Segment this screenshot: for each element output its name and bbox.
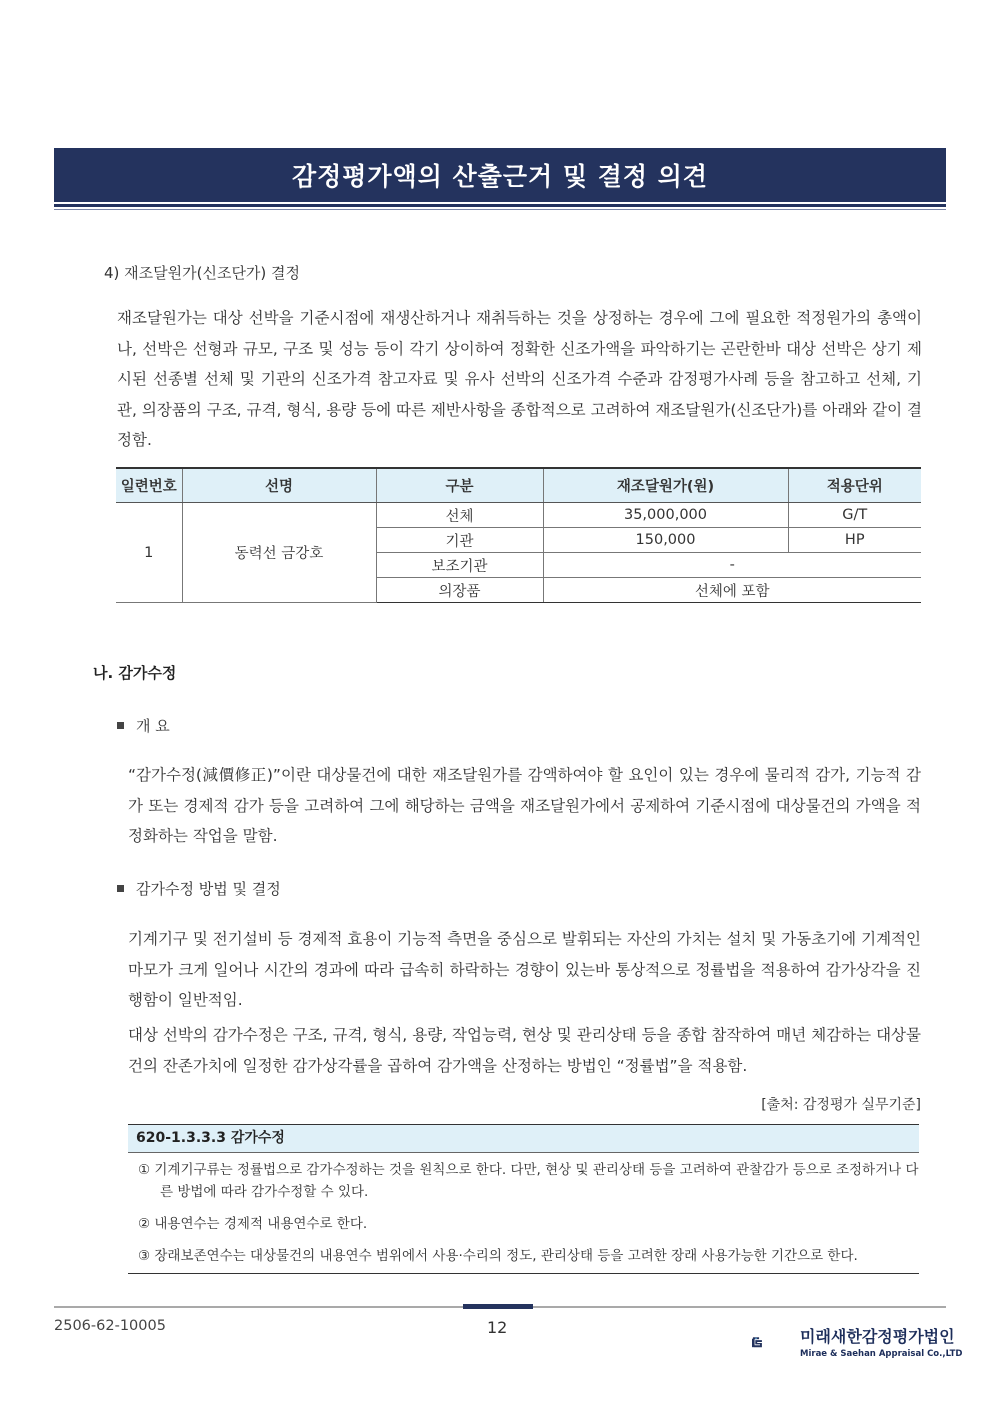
overview-bullet xyxy=(117,715,170,736)
page-title: 감정평가액의 산출근거 및 결정 의견 xyxy=(54,148,946,202)
source-citation: [출처: 감정평가 실무기준] xyxy=(761,1097,921,1113)
cell-unit: G/T xyxy=(788,503,921,528)
company-logo-icon xyxy=(752,1320,798,1364)
table-row xyxy=(116,503,921,528)
cell-category: 선체 xyxy=(376,503,543,528)
replacement-cost-table xyxy=(116,467,921,603)
method-paragraph-2: 대상 선박의 감가수정은 구조, 규격, 형식, 용량, 작업능력, 현상 및 관리상태 등을 종합 참작하여 매년 체감하는 대상물건의 잔존가치에 일정한 감가상각률을 곱하여 감가액을 산정하는 방법인 “정률법”을 적용함. xyxy=(128,1026,921,1075)
title-rule xyxy=(54,204,946,207)
cell-cost: 35,000,000 xyxy=(543,503,788,528)
overview-paragraph: “감가수정(減價修正)”이란 대상물건에 대한 재조달원가를 감액하여야 할 요인이 있는 경우에 물리적 감가, 기능적 감가 또는 경제적 감가 등을 고려하여 그에 해당하는 금액을 재조달원가에서 공제하여 기준시점에 대상물건의 가액을 적정화하는 작업을 말함. xyxy=(128,766,921,845)
section-4-paragraph: 재조달원가는 대상 선박을 기준시점에 재생산하거나 재취득하는 것을 상정하는 경우에 그에 필요한 적정원가의 총액이나, 선박은 선형과 규모, 구조 및 성능 등이 각기 상이하여 정확한 신조가액을 파악하기는 곤란한바 대상 선박은 상기 제시된 선종별 선체 및 기관의 신조가격 참고자료 및 유사 선박의 신조가격 수준과 감정평가사례 등을 참고하고 선체, 기관, 의장품의 구조, 규격, 형식, 용량 등에 따른 제반사항을 종합적으로 고려하여 재조달원가(신조단가)를 아래와 같이 결정함. xyxy=(117,309,922,449)
reference-title: 620-1.3.3.3 감가수정 xyxy=(128,1124,919,1153)
cell-cost-merged: - xyxy=(543,553,921,578)
reference-box xyxy=(128,1124,919,1274)
reference-item: ② 내용연수는 경제적 내용연수로 한다. xyxy=(138,1216,368,1232)
cell-category: 보조기관 xyxy=(376,553,543,578)
reference-item: ③ 장래보존연수는 대상물건의 내용연수 범위에서 사용·수리의 정도, 관리상태 등을 고려한 장래 사용가능한 기간으로 한다. xyxy=(138,1248,858,1264)
table-header-row xyxy=(116,468,921,503)
overview-label: 개 요 xyxy=(136,717,170,735)
method-paragraph-1: 기계기구 및 전기설비 등 경제적 효용이 기능적 측면을 중심으로 발휘되는 자산의 가치는 설치 및 가동초기에 기계적인 마모가 크게 일어나 시간의 경과에 따라 급속히 하락하는 경향이 있는바 통상적으로 정률법을 적용하여 감가상각을 진행함이 일반적임. xyxy=(128,930,921,1009)
header-unit: 적용단위 xyxy=(788,468,921,503)
reference-item: ① 기계기구류는 정률법으로 감가수정하는 것을 원칙으로 한다. 다만, 현상 및 관리상태 등을 고려하여 관찰감가 등으로 조정하거나 다른 방법에 따라 감가수정할 수 있다. xyxy=(138,1162,919,1200)
cell-ship-name: 동력선 금강호 xyxy=(182,503,376,603)
square-bullet-icon xyxy=(117,722,124,729)
method-label: 감가수정 방법 및 결정 xyxy=(136,880,281,898)
cell-category: 의장품 xyxy=(376,578,543,603)
company-name-korean: 미래새한감정평가법인 xyxy=(800,1327,955,1346)
method-bullet xyxy=(117,878,281,899)
page-number: 12 xyxy=(487,1318,508,1337)
header-serial: 일련번호 xyxy=(116,468,182,503)
cell-serial: 1 xyxy=(116,503,182,603)
reference-bottom-rule xyxy=(128,1267,919,1274)
section-na-title: 나. 감가수정 xyxy=(93,664,177,682)
header-ship-name: 선명 xyxy=(182,468,376,503)
cell-unit: HP xyxy=(788,528,921,553)
header-category: 구분 xyxy=(376,468,543,503)
header-cost: 재조달원가(원) xyxy=(543,468,788,503)
document-number: 2506-62-10005 xyxy=(54,1318,166,1334)
section-4-title: 4) 재조달원가(신조단가) 결정 xyxy=(104,264,301,282)
cell-category: 기관 xyxy=(376,528,543,553)
cell-cost-merged: 선체에 포함 xyxy=(543,578,921,603)
cell-cost: 150,000 xyxy=(543,528,788,553)
square-bullet-icon xyxy=(117,885,124,892)
title-rule-thin xyxy=(54,209,946,210)
company-name-english: Mirae & Saehan Appraisal Co.,LTD xyxy=(800,1349,963,1359)
footer-accent-bar xyxy=(463,1304,533,1309)
